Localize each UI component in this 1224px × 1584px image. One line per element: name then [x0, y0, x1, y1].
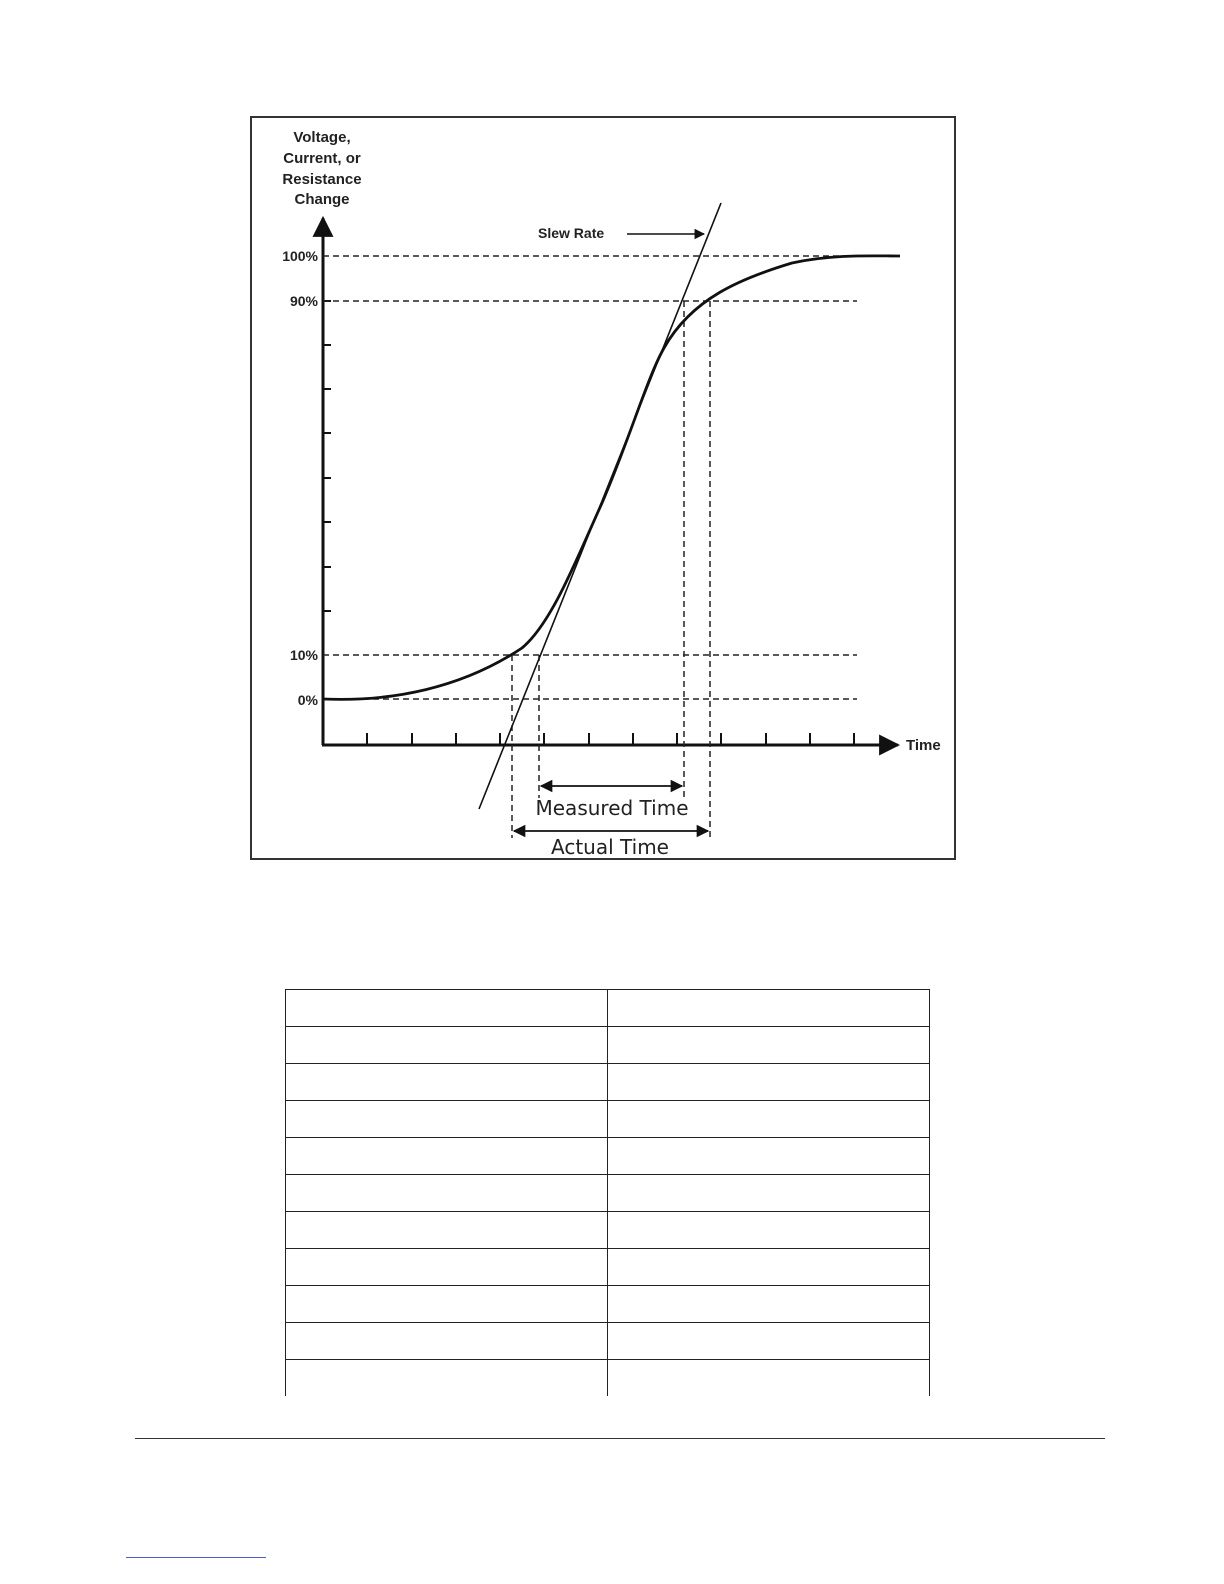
actual-time-label: Actual Time — [551, 835, 669, 859]
footer-divider — [135, 1438, 1105, 1439]
rise-time-diagram — [250, 116, 956, 860]
level-label-0: 0% — [297, 692, 318, 708]
table-row — [286, 1212, 930, 1249]
time-guides — [512, 301, 710, 838]
level-guides — [323, 256, 857, 699]
table-cell — [286, 1212, 608, 1249]
level-label-90: 90% — [289, 293, 318, 309]
y-axis-label-line-1: Voltage, — [293, 129, 351, 146]
table-cell — [286, 1027, 608, 1064]
table-cell — [608, 1286, 930, 1323]
table-cell — [286, 1175, 608, 1212]
table-cell — [286, 1360, 608, 1397]
table-cell — [608, 1323, 930, 1360]
x-axis-label: Time — [906, 737, 941, 754]
y-axis-label-line-4: Change — [294, 191, 350, 208]
diagram-canvas — [252, 118, 958, 862]
y-axis-label-line-3: Resistance — [282, 171, 362, 188]
table-cell — [608, 1064, 930, 1101]
table-cell — [286, 1249, 608, 1286]
table-cell — [608, 1027, 930, 1064]
table-row — [286, 1249, 930, 1286]
table-row — [286, 1101, 930, 1138]
x-axis-ticks — [367, 733, 854, 745]
y-axis-label-line-2: Current, or — [283, 150, 361, 167]
table-cell — [608, 1360, 930, 1397]
table-cell — [608, 1249, 930, 1286]
footer-link-underline — [126, 1557, 266, 1558]
table-row — [286, 1323, 930, 1360]
slew-rate-label: Slew Rate — [538, 225, 605, 241]
table-row — [286, 1175, 930, 1212]
table-cell — [286, 1286, 608, 1323]
table-cell — [608, 1175, 930, 1212]
empty-data-table — [285, 989, 930, 1396]
table-cell — [286, 1323, 608, 1360]
table-cell — [608, 1101, 930, 1138]
level-label-100: 100% — [282, 248, 318, 264]
table-row — [286, 1286, 930, 1323]
table-row — [286, 1138, 930, 1175]
table-cell — [608, 990, 930, 1027]
table-cell — [286, 990, 608, 1027]
table-cell — [608, 1138, 930, 1175]
table-row — [286, 1360, 930, 1397]
table-cell — [608, 1212, 930, 1249]
table-cell — [286, 1064, 608, 1101]
table-row — [286, 1027, 930, 1064]
level-label-10: 10% — [289, 647, 318, 663]
table-cell — [286, 1101, 608, 1138]
measured-time-label: Measured Time — [535, 796, 689, 820]
table-row — [286, 1064, 930, 1101]
table-row — [286, 990, 930, 1027]
table-cell — [286, 1138, 608, 1175]
